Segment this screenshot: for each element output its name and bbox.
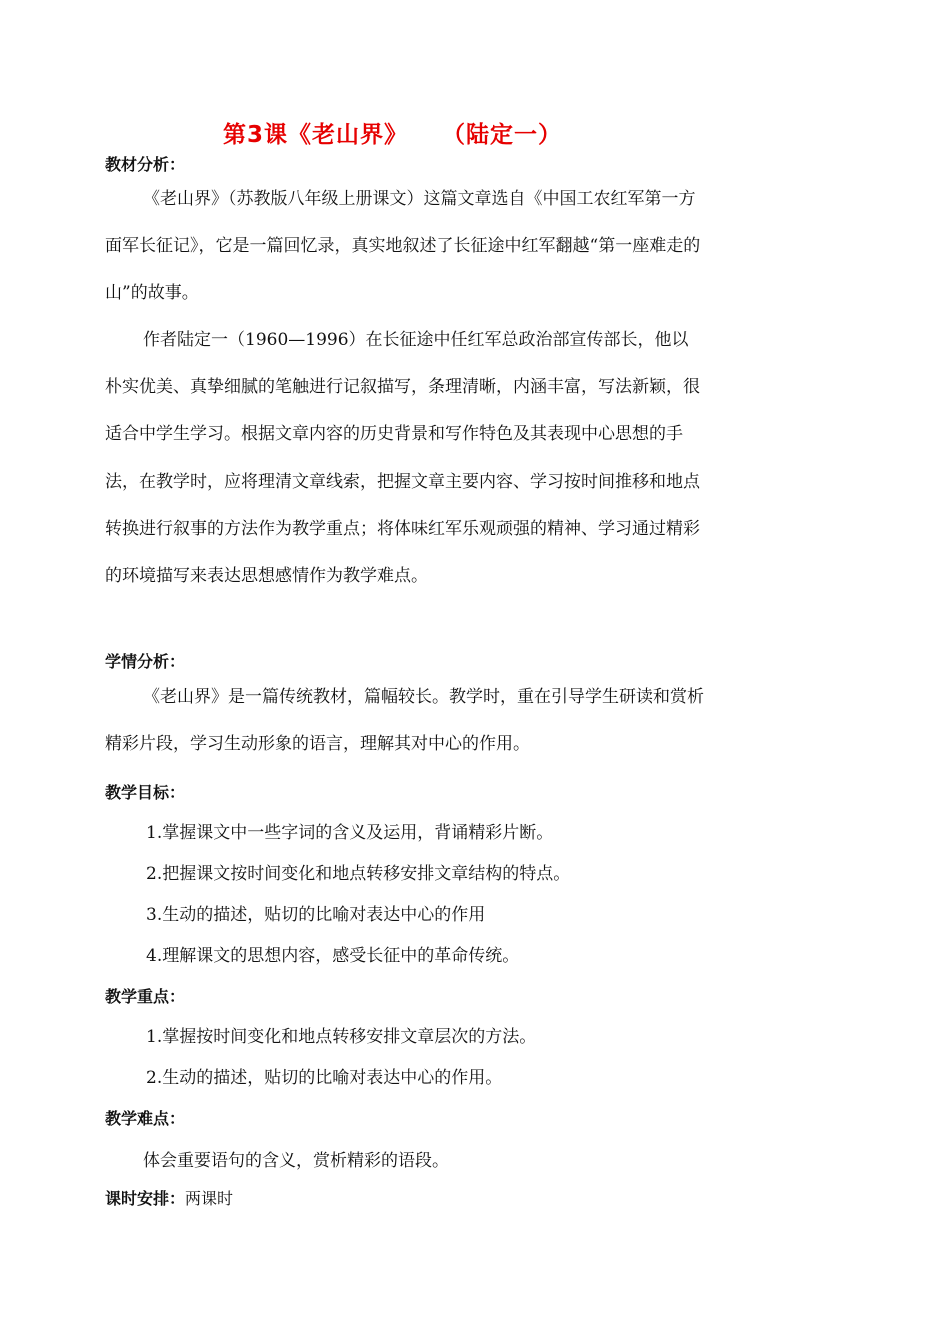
heading-key-points: 教学重点：	[105, 987, 186, 1006]
heading-student-analysis: 学情分析：	[105, 652, 186, 671]
objective-item: 2.把握课文按时间变化和地点转移安排文章结构的特点。	[146, 864, 571, 884]
page-title	[0, 116, 950, 149]
heading-objectives: 教学目标：	[105, 783, 186, 802]
key-point-item: 2.生动的描述，贴切的比喻对表达中心的作用。	[146, 1068, 503, 1088]
student-analysis-para: 《老山界》是一篇传统教材，篇幅较长。教学时，重在引导学生研读和赏析精彩片段，学习生动形象的语言，理解其对中心的作用。	[105, 687, 704, 755]
heading-material-analysis: 教材分析：	[105, 155, 186, 174]
schedule-value: 两课时	[185, 1189, 234, 1208]
difficulties-text: 体会重要语句的含义，赏析精彩的语段。	[143, 1151, 449, 1171]
material-analysis-para-2: 作者陆定一（1960—1996）在长征途中任红军总政治部宣传部长，他以朴实优美、真挚细腻的笔触进行记叙描写，条理清晰，内涵丰富，写法新颖，很适合中学生学习。根据文章内容的历史背景和写作特色及其表现中心思想的手法，在教学时，应将理清文章线索，把握文章主要内容、学习按时间推移和地点转换进行叙事的方法作为教学重点；将体味红军乐观顽强的精神、学习通过精彩的环境描写来表达思想感情作为教学难点。	[105, 330, 700, 587]
heading-difficulties: 教学难点：	[105, 1109, 186, 1128]
material-analysis-para-1: 《老山界》（苏教版八年级上册课文）这篇文章选自《中国工农红军第一方面军长征记》，它是一篇回忆录，真实地叙述了长征途中红军翻越“第一座难走的山”的故事。	[105, 189, 701, 304]
objective-item: 1.掌握课文中一些字词的含义及运用，背诵精彩片断。	[146, 823, 554, 843]
schedule-label: 课时安排：	[105, 1189, 186, 1208]
objective-item: 3.生动的描述，贴切的比喻对表达中心的作用	[146, 905, 486, 925]
lesson-title: 第3课《老山界》	[222, 122, 408, 148]
key-point-item: 1.掌握按时间变化和地点转移安排文章层次的方法。	[146, 1027, 537, 1047]
objective-item: 4.理解课文的思想内容，感受长征中的革命传统。	[146, 946, 520, 966]
author-name: （陆定一）	[442, 122, 563, 148]
schedule-row	[105, 1186, 233, 1209]
